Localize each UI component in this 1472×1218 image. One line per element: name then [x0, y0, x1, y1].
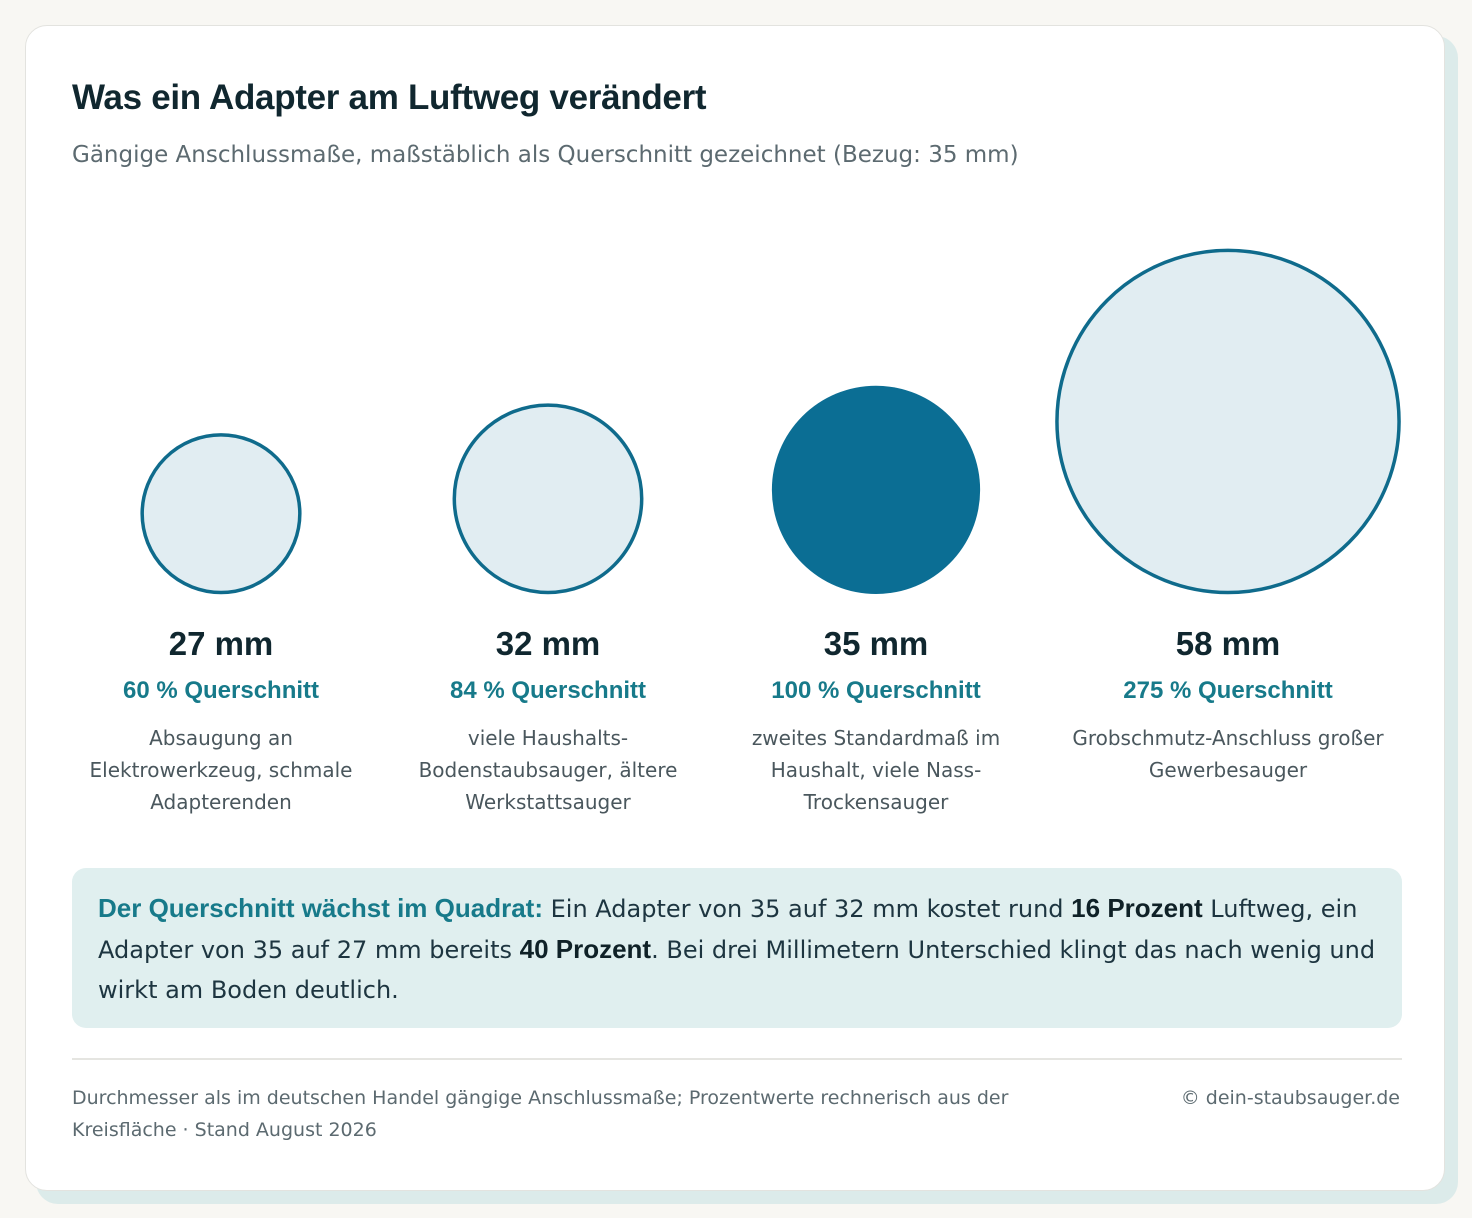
item-percent: 275 % Querschnitt — [1123, 677, 1333, 704]
note-highlight: 16 Prozent — [1071, 893, 1203, 923]
page-subtitle: Gängige Anschlussmaße, maßstäblich als Querschnitt gezeichnet (Bezug: 35 mm) — [72, 142, 1019, 168]
circle-58mm — [1057, 250, 1399, 592]
note-text: Luftweg, ein Adapter von 35 auf 27 mm bereits — [98, 895, 1358, 964]
item-description: Absaugung an Elektrowerkzeug, schmale Adapterenden — [89, 726, 353, 814]
item-27mm — [71, 624, 371, 818]
item-description: zweites Standardmaß im Haushalt, viele Nass-Trockensauger — [751, 726, 1001, 814]
note-text: Ein Adapter von 35 auf 32 mm kostet rund — [542, 895, 1072, 923]
item-size: 35 mm — [823, 625, 929, 662]
page-title: Was ein Adapter am Luftweg verändert — [72, 78, 707, 117]
infographic-card — [25, 25, 1445, 1191]
note-text: . Bei drei Millimetern Unterschied klingt das nach wenig und wirkt am Boden deutlich. — [98, 936, 1376, 1004]
item-size: 32 mm — [495, 625, 601, 662]
item-percent: 84 % Querschnitt — [449, 677, 647, 704]
item-58mm — [1058, 624, 1398, 786]
note-lead: Der Querschnitt wächst im Quadrat: — [98, 893, 543, 923]
copyright: © dein-staubsauger.de — [1180, 1087, 1400, 1109]
circle-35mm — [772, 386, 980, 594]
item-35mm — [726, 624, 1026, 818]
note-highlight: 40 Prozent — [519, 934, 652, 964]
item-size: 58 mm — [1175, 625, 1281, 662]
item-description: Grobschmutz-Anschluss großer Gewerbesauger — [1072, 726, 1384, 782]
circle-27mm — [142, 435, 300, 593]
item-description: viele Haushalts-Bodenstaubsauger, ältere Werkstattsauger — [418, 726, 678, 814]
circle-32mm — [454, 405, 641, 592]
item-32mm — [398, 624, 698, 818]
info-note — [72, 868, 1402, 1028]
item-size: 27 mm — [168, 625, 274, 662]
item-percent: 60 % Querschnitt — [122, 677, 320, 704]
item-percent: 100 % Querschnitt — [771, 677, 981, 704]
divider — [72, 1058, 1402, 1060]
source-note: Durchmesser als im deutschen Handel gängige Anschlussmaße; Prozentwerte rechnerisch aus der Kreisfläche · Stand August 2026 — [72, 1087, 1009, 1141]
